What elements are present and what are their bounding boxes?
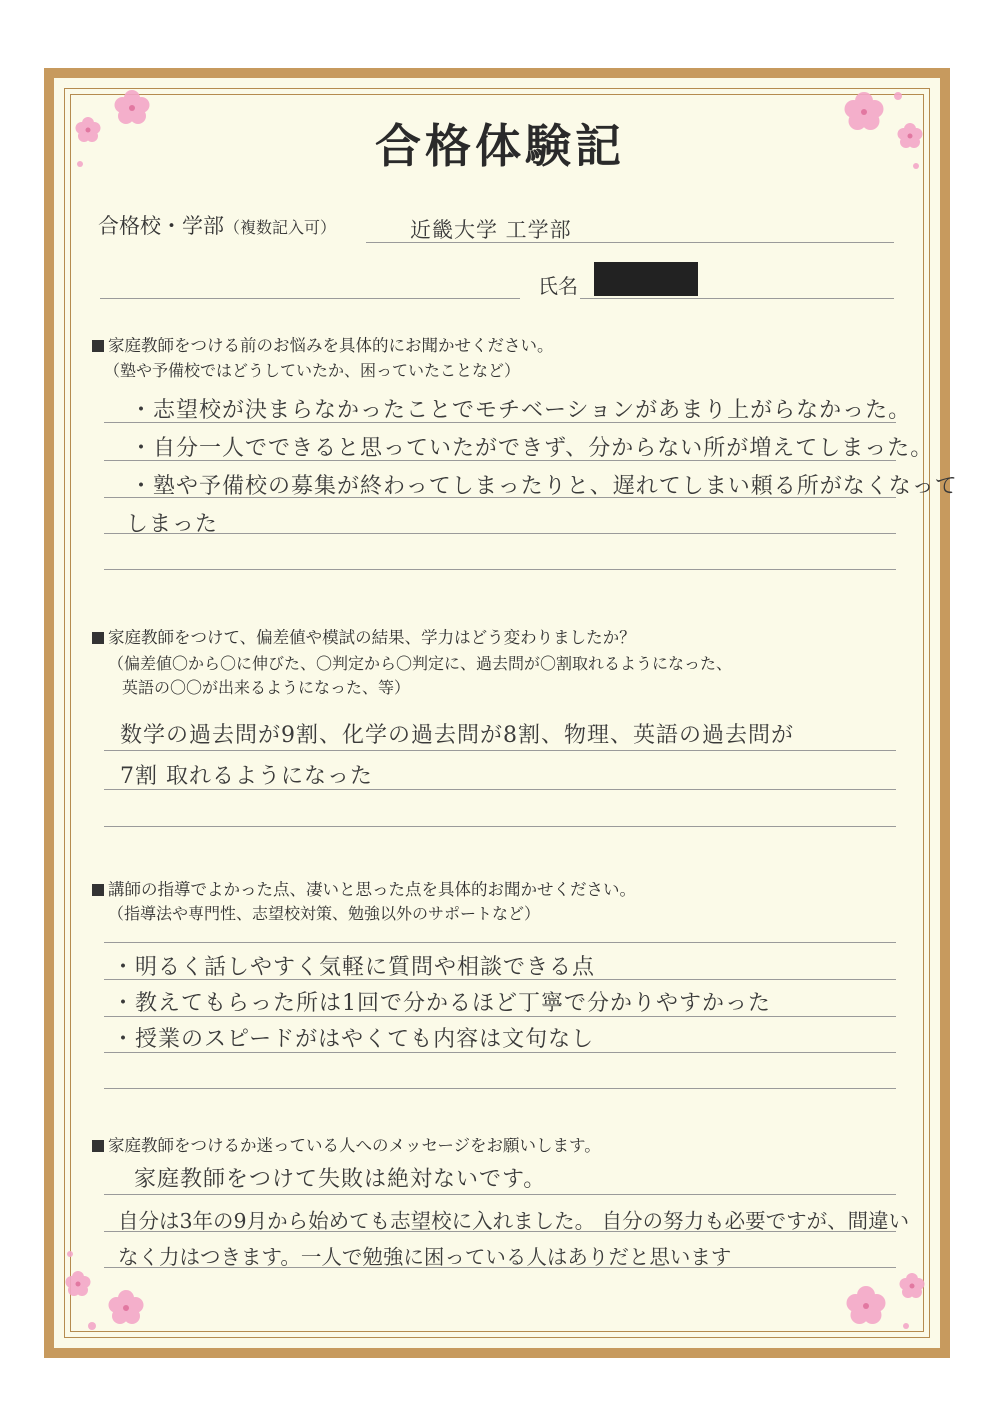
answer-line: 数学の過去問が9割、化学の過去問が8割、物理、英語の過去問が bbox=[120, 723, 794, 748]
answer-line: しまった bbox=[126, 512, 219, 537]
rule-line bbox=[104, 789, 896, 790]
rule-line bbox=[104, 460, 896, 461]
rule-line bbox=[104, 979, 896, 980]
square-bullet-icon bbox=[92, 1140, 104, 1152]
name-line-right bbox=[580, 298, 894, 299]
answer-line: ・明るく話しやすく気軽に質問や相談できる点 bbox=[112, 955, 596, 980]
section-question bbox=[92, 1132, 601, 1156]
answer-line: 7割 取れるようになった bbox=[120, 764, 373, 789]
answer-line: ・志望校が決まらなかったことでモチベーションがあまり上がらなかった。 bbox=[130, 398, 912, 423]
school-line bbox=[366, 242, 894, 243]
answer-line: ・教えてもらった所は1回で分かるほど丁寧で分かりやすかった bbox=[112, 991, 771, 1016]
school-label bbox=[98, 210, 336, 240]
section-hint: （偏差値〇から〇に伸びた、〇判定から〇判定に、過去問が〇割取れるようになった、 bbox=[108, 654, 733, 673]
section-question bbox=[92, 332, 554, 356]
rule-line bbox=[104, 942, 896, 943]
rule-line bbox=[104, 1231, 896, 1232]
question-text: 家庭教師をつけて、偏差値や模試の結果、学力はどう変わりましたか？ bbox=[108, 628, 636, 647]
section-hint: （指導法や専門性、志望校対策、勉強以外のサポートなど） bbox=[108, 904, 541, 923]
question-text: 家庭教師をつけるか迷っている人へのメッセージをお願いします。 bbox=[108, 1136, 601, 1155]
square-bullet-icon bbox=[92, 340, 104, 352]
rule-line bbox=[104, 497, 896, 498]
rule-line bbox=[104, 533, 896, 534]
answer-line: なく力はつきます。一人で勉強に困っている人はありだと思います bbox=[118, 1245, 732, 1269]
section-question bbox=[92, 876, 636, 900]
answer-line: ・塾や予備校の募集が終わってしまったりと、遅れてしまい頼る所がなくなって bbox=[130, 474, 958, 499]
school-value: 近畿大学 工学部 bbox=[410, 218, 572, 242]
rule-line bbox=[104, 826, 896, 827]
rule-line bbox=[104, 1194, 896, 1195]
section-hint-2: 英語の〇〇が出来るようになった、等） bbox=[122, 678, 411, 697]
square-bullet-icon bbox=[92, 884, 104, 896]
rule-line bbox=[104, 750, 896, 751]
question-text: 講師の指導でよかった点、凄いと思った点を具体的お聞かせください。 bbox=[108, 880, 636, 899]
name-label: 氏名 bbox=[538, 274, 578, 298]
school-label-text: 合格校・学部 bbox=[98, 214, 224, 238]
rule-line bbox=[104, 1052, 896, 1053]
rule-line bbox=[104, 422, 896, 423]
answer-line: ・自分一人でできると思っていたができず、分からない所が増えてしまった。 bbox=[130, 436, 934, 461]
rule-line bbox=[104, 1088, 896, 1089]
answer-line: 自分は3年の9月から始めても志望校に入れました。 自分の努力も必要ですが、間違い bbox=[118, 1209, 910, 1233]
cherry-blossom-icon bbox=[836, 1246, 928, 1336]
section-question bbox=[92, 624, 636, 648]
rule-line bbox=[104, 1267, 896, 1268]
section-hint: （塾や予備校ではどうしていたか、困っていたことなど） bbox=[104, 361, 521, 380]
name-line-left bbox=[100, 298, 520, 299]
question-text: 家庭教師をつける前のお悩みを具体的にお聞かせください。 bbox=[108, 336, 554, 355]
square-bullet-icon bbox=[92, 632, 104, 644]
name-redaction bbox=[594, 262, 698, 296]
page-title: 合格体験記 bbox=[375, 119, 625, 173]
answer-line: ・授業のスピードがはやくても内容は文句なし bbox=[112, 1027, 595, 1052]
rule-line bbox=[104, 569, 896, 570]
answer-line: 家庭教師をつけて失敗は絶対ないです。 bbox=[134, 1167, 547, 1192]
school-note: （複数記入可） bbox=[224, 218, 337, 237]
rule-line bbox=[104, 1016, 896, 1017]
